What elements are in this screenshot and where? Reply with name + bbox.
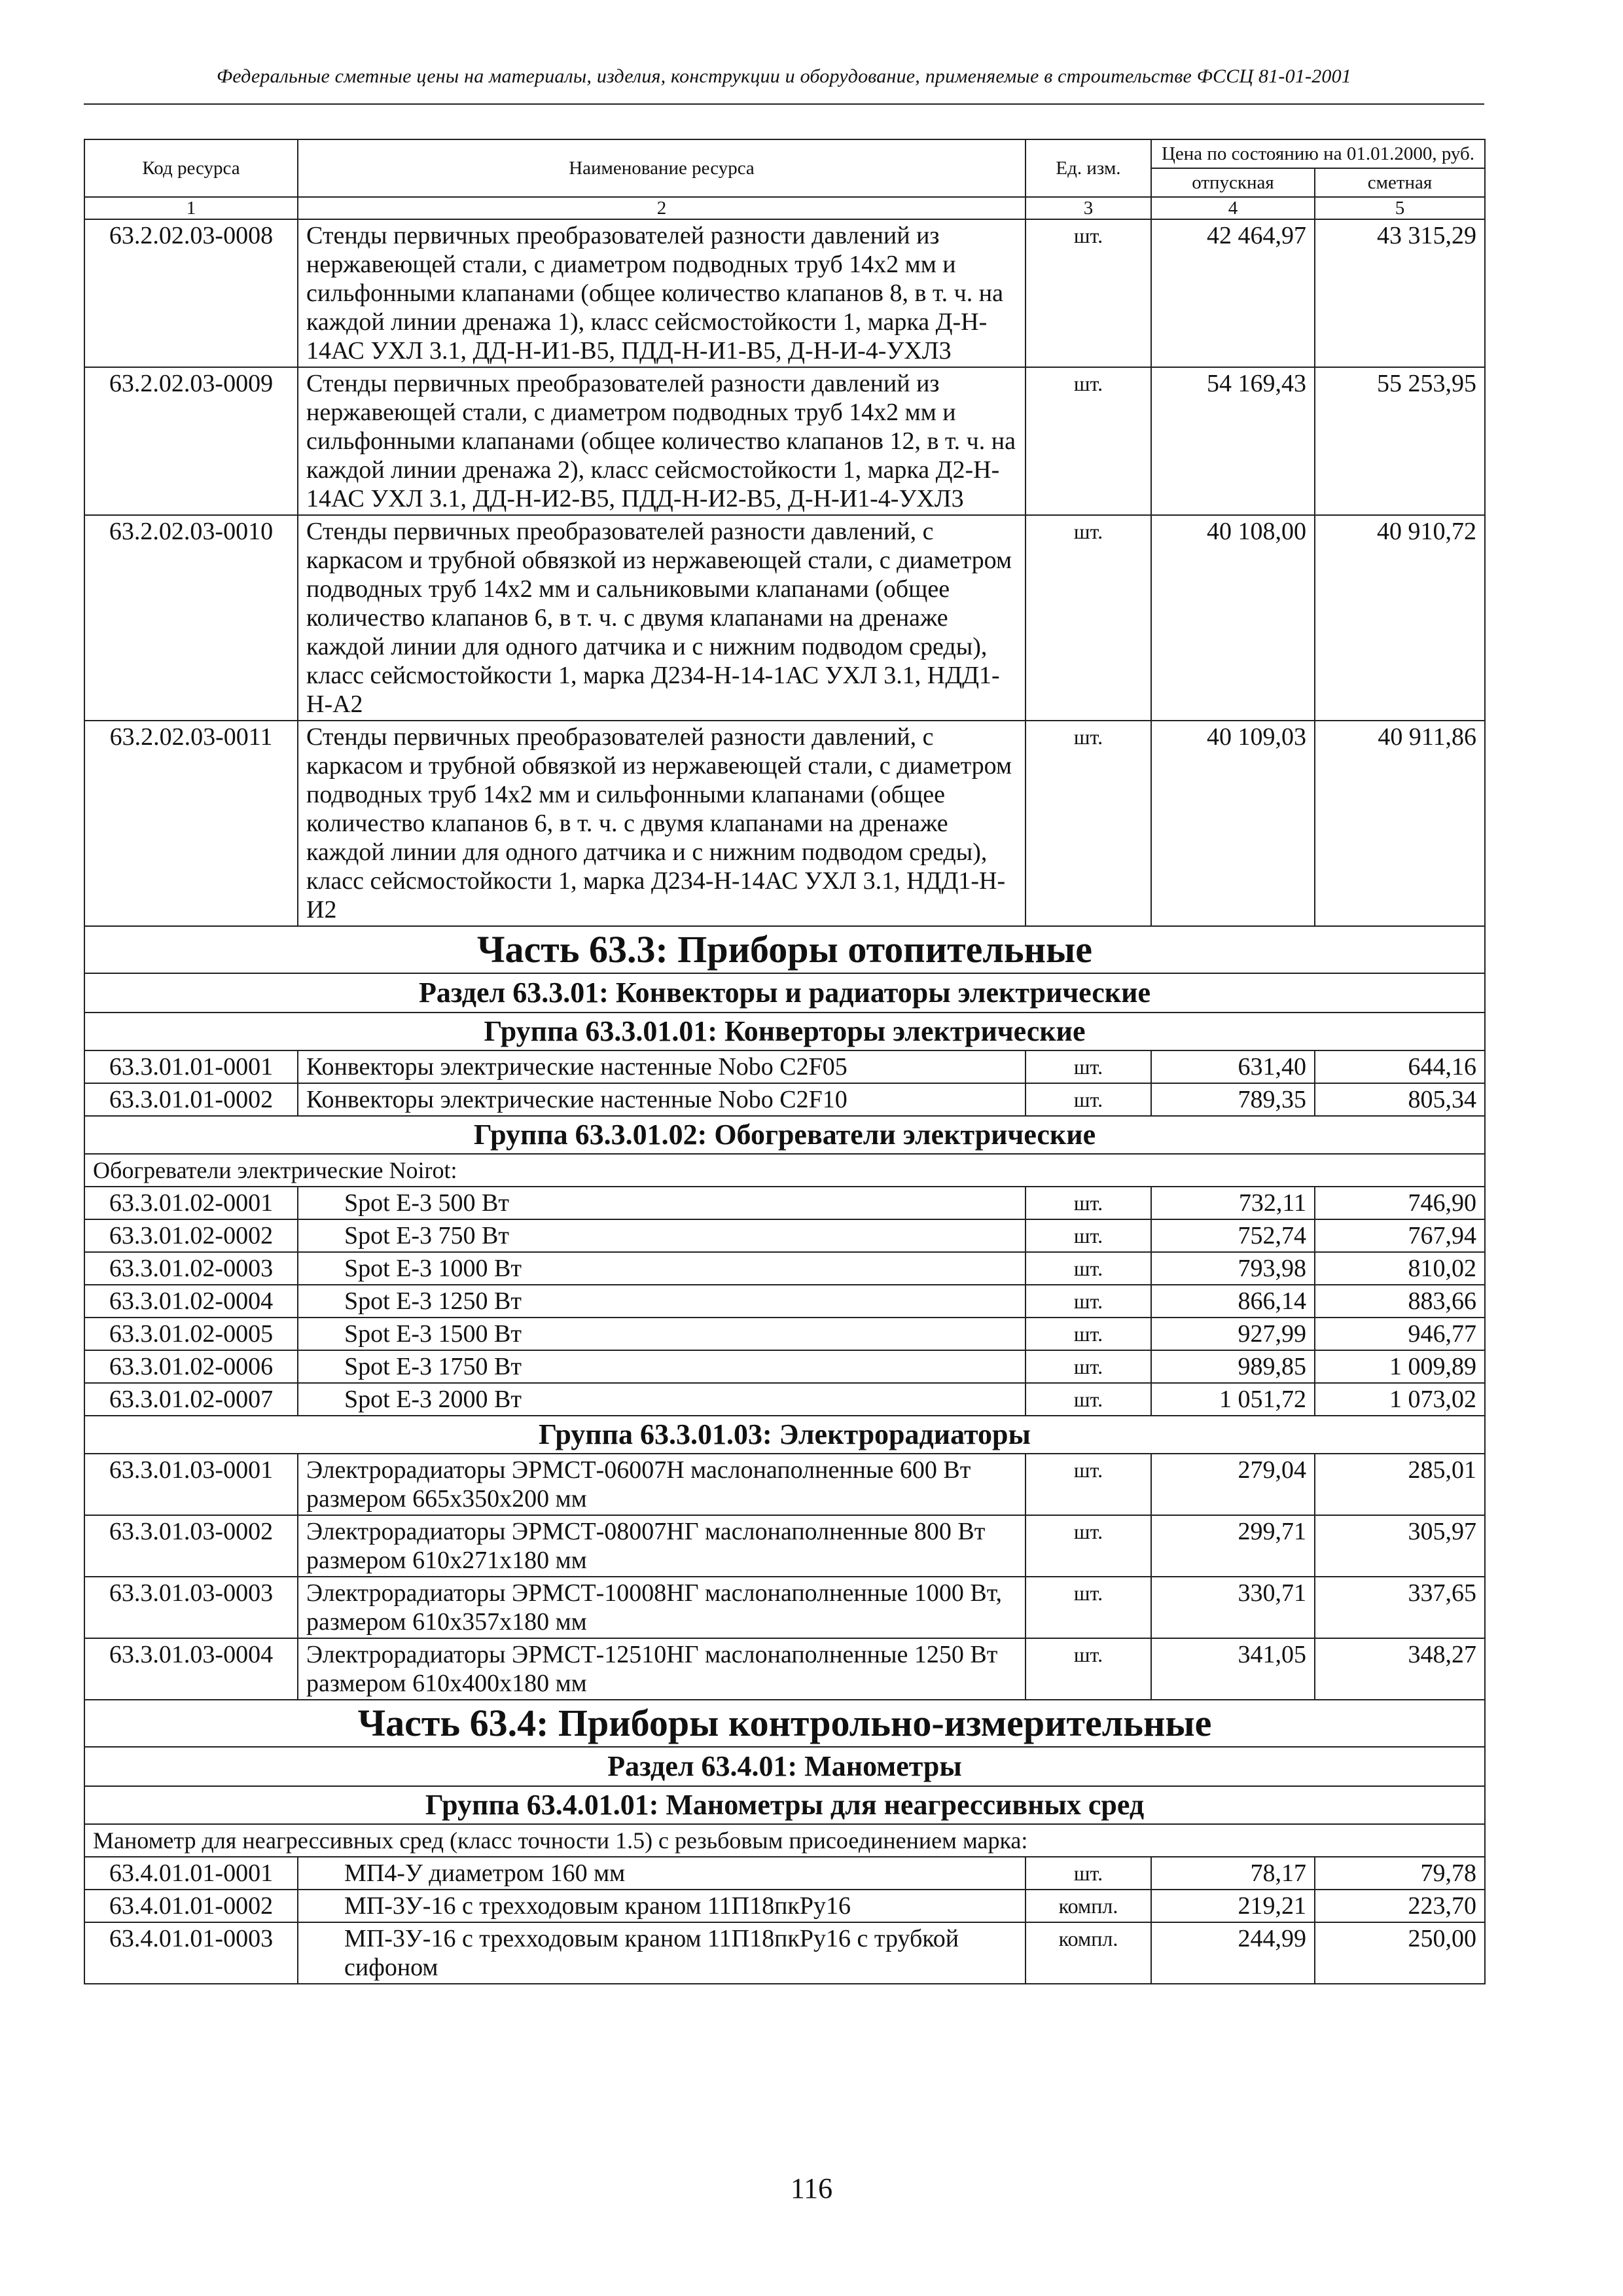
resource-code: 63.4.01.01-0001 (84, 1857, 298, 1890)
estimate-price: 805,34 (1315, 1083, 1485, 1116)
column-numbers-row (84, 197, 1485, 219)
resource-unit: шт. (1026, 1515, 1151, 1577)
resource-unit: компл. (1026, 1922, 1151, 1984)
group-title: Группа 63.3.01.03: Электрорадиаторы (84, 1416, 1485, 1454)
resource-name: Стенды первичных преобразователей разности давлений из нержавеющей стали, с диаметром подводных труб 14х2 мм и сильфонными клапанами (общее количество клапанов 12, в т. ч. на каждой линии дренажа 2), класс сейсмостойкости 1, марка Д2-Н- 14АС УХЛ 3.1, ДД-Н-И2-В5, ПДД-Н-И2-В5, Д-Н-И1-4-УХЛ3 (298, 367, 1026, 515)
estimate-price: 43 315,29 (1315, 219, 1485, 367)
estimate-price: 223,70 (1315, 1890, 1485, 1922)
resource-code: 63.3.01.03-0001 (84, 1454, 298, 1515)
resource-name: Spot E-3 1250 Вт (298, 1285, 1026, 1318)
resource-code: 63.3.01.01-0002 (84, 1083, 298, 1116)
release-price: 330,71 (1151, 1577, 1315, 1638)
resource-code: 63.3.01.02-0003 (84, 1252, 298, 1285)
colnum-4: 4 (1151, 197, 1315, 219)
resource-unit: шт. (1026, 1350, 1151, 1383)
release-price: 732,11 (1151, 1187, 1315, 1219)
group-title: Группа 63.3.01.02: Обогреватели электрические (84, 1116, 1485, 1154)
resource-unit: шт. (1026, 1219, 1151, 1252)
resource-unit: шт. (1026, 367, 1151, 515)
table-row (84, 1252, 1485, 1285)
running-header: Федеральные сметные цены на материалы, изделия, конструкции и оборудование, применяемые в строительстве ФССЦ 81-01-2001 (216, 65, 1352, 87)
table-row (84, 1922, 1485, 1984)
estimate-price: 250,00 (1315, 1922, 1485, 1984)
estimate-price: 644,16 (1315, 1050, 1485, 1083)
resource-name: Стенды первичных преобразователей разности давлений, с каркасом и трубной обвязкой из нержавеющей стали, с диаметром подводных труб 14х2 мм и сальниковыми клапанами (общее количество клапанов 6, в т. ч. с двумя клапанами на дренаже каждой линии для одного датчика и с нижним подводом среды), класс сейсмостойкости 1, марка Д234-Н-14-1АС УХЛ 3.1, НДД1- Н-А2 (298, 515, 1026, 721)
release-price: 219,21 (1151, 1890, 1315, 1922)
resource-name: МП-3У-16 с трехходовым краном 11П18пкРу16 (298, 1890, 1026, 1922)
release-price: 752,74 (1151, 1219, 1315, 1252)
estimate-price: 285,01 (1315, 1454, 1485, 1515)
header-price: Цена по состоянию на 01.01.2000, руб. (1151, 139, 1485, 168)
resource-code: 63.4.01.01-0002 (84, 1890, 298, 1922)
section-heading (84, 973, 1485, 1013)
release-price: 989,85 (1151, 1350, 1315, 1383)
estimate-price: 1 073,02 (1315, 1383, 1485, 1416)
table-row (84, 1050, 1485, 1083)
release-price: 793,98 (1151, 1252, 1315, 1285)
estimate-price: 79,78 (1315, 1857, 1485, 1890)
resource-name: Стенды первичных преобразователей разности давлений, с каркасом и трубной обвязкой из нержавеющей стали, с диаметром подводных труб 14х2 мм и сильфонными клапанами (общее количество клапанов 6, в т. ч. с двумя клапанами на дренаже каждой линии для одного датчика и с нижним подводом среды), класс сейсмостойкости 1, марка Д234-Н-14АС УХЛ 3.1, НДД1-Н- И2 (298, 721, 1026, 926)
resource-name: Spot E-3 1000 Вт (298, 1252, 1026, 1285)
price-table (84, 139, 1486, 1984)
estimate-price: 40 911,86 (1315, 721, 1485, 926)
resource-code: 63.3.01.02-0005 (84, 1318, 298, 1350)
estimate-price: 55 253,95 (1315, 367, 1485, 515)
resource-name: Spot E-3 1750 Вт (298, 1350, 1026, 1383)
colnum-2: 2 (298, 197, 1026, 219)
resource-unit: шт. (1026, 1083, 1151, 1116)
release-price: 40 108,00 (1151, 515, 1315, 721)
release-price: 279,04 (1151, 1454, 1315, 1515)
resource-name: МП-3У-16 с трехходовым краном 11П18пкРу16 с трубкой сифоном (298, 1922, 1026, 1984)
group-heading (84, 1786, 1485, 1824)
table-row (84, 1515, 1485, 1577)
resource-unit: шт. (1026, 1577, 1151, 1638)
group-title: Группа 63.4.01.01: Манометры для неагрессивных сред (84, 1786, 1485, 1824)
group-note: Обогреватели электрические Noirot: (84, 1154, 1485, 1187)
release-price: 341,05 (1151, 1638, 1315, 1700)
header-estimate: сметная (1315, 168, 1485, 197)
table-row (84, 1219, 1485, 1252)
resource-unit: шт. (1026, 1318, 1151, 1350)
resource-name: Spot E-3 2000 Вт (298, 1383, 1026, 1416)
resource-code: 63.4.01.01-0003 (84, 1922, 298, 1984)
table-row (84, 367, 1485, 515)
header-name: Наименование ресурса (298, 139, 1026, 197)
resource-unit: шт. (1026, 1638, 1151, 1700)
estimate-price: 305,97 (1315, 1515, 1485, 1577)
header-code: Код ресурса (84, 139, 298, 197)
group-note: Манометр для неагрессивных сред (класс точности 1.5) с резьбовым присоединением марка: (84, 1824, 1485, 1857)
resource-name: Стенды первичных преобразователей разности давлений из нержавеющей стали, с диаметром подводных труб 14х2 мм и сильфонными клапанами (общее количество клапанов 8, в т. ч. на каждой линии дренажа 1), класс сейсмостойкости 1, марка Д-Н- 14АС УХЛ 3.1, ДД-Н-И1-В5, ПДД-Н-И1-В5, Д-Н-И-4-УХЛ3 (298, 219, 1026, 367)
resource-code: 63.2.02.03-0009 (84, 367, 298, 515)
colnum-1: 1 (84, 197, 298, 219)
resource-code: 63.3.01.03-0004 (84, 1638, 298, 1700)
release-price: 1 051,72 (1151, 1383, 1315, 1416)
estimate-price: 746,90 (1315, 1187, 1485, 1219)
resource-name: Электрорадиаторы ЭРМСТ-08007НГ маслонаполненные 800 Вт размером 610х271х180 мм (298, 1515, 1026, 1577)
resource-unit: шт. (1026, 1454, 1151, 1515)
release-price: 299,71 (1151, 1515, 1315, 1577)
release-price: 40 109,03 (1151, 721, 1315, 926)
part-title: Часть 63.3: Приборы отопительные (84, 926, 1485, 973)
resource-name: Электрорадиаторы ЭРМСТ-10008НГ маслонаполненные 1000 Вт, размером 610х357х180 мм (298, 1577, 1026, 1638)
part-heading (84, 926, 1485, 973)
resource-unit: шт. (1026, 1050, 1151, 1083)
resource-name: Spot E-3 500 Вт (298, 1187, 1026, 1219)
resource-code: 63.3.01.01-0001 (84, 1050, 298, 1083)
table-row (84, 1187, 1485, 1219)
resource-code: 63.2.02.03-0008 (84, 219, 298, 367)
resource-code: 63.3.01.02-0007 (84, 1383, 298, 1416)
estimate-price: 1 009,89 (1315, 1350, 1485, 1383)
group-note-row (84, 1154, 1485, 1187)
estimate-price: 810,02 (1315, 1252, 1485, 1285)
resource-unit: шт. (1026, 515, 1151, 721)
resource-unit: шт. (1026, 1857, 1151, 1890)
resource-code: 63.2.02.03-0010 (84, 515, 298, 721)
resource-name: Электрорадиаторы ЭРМСТ-06007Н маслонаполненные 600 Вт размером 665х350х200 мм (298, 1454, 1026, 1515)
resource-name: Spot E-3 750 Вт (298, 1219, 1026, 1252)
table-row (84, 1285, 1485, 1318)
resource-code: 63.3.01.02-0001 (84, 1187, 298, 1219)
table-row (84, 1350, 1485, 1383)
resource-unit: компл. (1026, 1890, 1151, 1922)
group-title: Группа 63.3.01.01: Конверторы электрические (84, 1013, 1485, 1050)
estimate-price: 946,77 (1315, 1318, 1485, 1350)
colnum-3: 3 (1026, 197, 1151, 219)
release-price: 927,99 (1151, 1318, 1315, 1350)
release-price: 78,17 (1151, 1857, 1315, 1890)
group-heading (84, 1416, 1485, 1454)
estimate-price: 883,66 (1315, 1285, 1485, 1318)
section-heading (84, 1747, 1485, 1786)
header-release: отпускная (1151, 168, 1315, 197)
resource-code: 63.3.01.02-0002 (84, 1219, 298, 1252)
resource-name: МП4-У диаметром 160 мм (298, 1857, 1026, 1890)
estimate-price: 40 910,72 (1315, 515, 1485, 721)
table-row (84, 1454, 1485, 1515)
table-row (84, 219, 1485, 367)
estimate-price: 767,94 (1315, 1219, 1485, 1252)
section-title: Раздел 63.3.01: Конвекторы и радиаторы электрические (84, 973, 1485, 1013)
header-unit: Ед. изм. (1026, 139, 1151, 197)
table-row (84, 515, 1485, 721)
table-row (84, 1083, 1485, 1116)
table-row (84, 1638, 1485, 1700)
group-heading (84, 1116, 1485, 1154)
table-header-row (84, 139, 1485, 168)
resource-name: Spot E-3 1500 Вт (298, 1318, 1026, 1350)
part-title: Часть 63.4: Приборы контрольно-измерительные (84, 1700, 1485, 1747)
resource-unit: шт. (1026, 1383, 1151, 1416)
estimate-price: 348,27 (1315, 1638, 1485, 1700)
table-row (84, 1857, 1485, 1890)
part-heading (84, 1700, 1485, 1747)
release-price: 631,40 (1151, 1050, 1315, 1083)
group-note-row (84, 1824, 1485, 1857)
page-number: 116 (790, 2172, 833, 2204)
table-row (84, 1890, 1485, 1922)
release-price: 244,99 (1151, 1922, 1315, 1984)
resource-code: 63.3.01.02-0004 (84, 1285, 298, 1318)
resource-code: 63.3.01.03-0003 (84, 1577, 298, 1638)
resource-code: 63.3.01.02-0006 (84, 1350, 298, 1383)
header-rule (84, 103, 1484, 105)
resource-unit: шт. (1026, 1285, 1151, 1318)
table-row (84, 721, 1485, 926)
release-price: 54 169,43 (1151, 367, 1315, 515)
table-row (84, 1383, 1485, 1416)
resource-unit: шт. (1026, 219, 1151, 367)
resource-unit: шт. (1026, 721, 1151, 926)
resource-code: 63.3.01.03-0002 (84, 1515, 298, 1577)
colnum-5: 5 (1315, 197, 1485, 219)
resource-name: Конвекторы электрические настенные Nobo C2F05 (298, 1050, 1026, 1083)
group-heading (84, 1013, 1485, 1050)
section-title: Раздел 63.4.01: Манометры (84, 1747, 1485, 1786)
table-row (84, 1577, 1485, 1638)
resource-code: 63.2.02.03-0011 (84, 721, 298, 926)
estimate-price: 337,65 (1315, 1577, 1485, 1638)
table-row (84, 1318, 1485, 1350)
release-price: 42 464,97 (1151, 219, 1315, 367)
release-price: 866,14 (1151, 1285, 1315, 1318)
resource-name: Конвекторы электрические настенные Nobo C2F10 (298, 1083, 1026, 1116)
release-price: 789,35 (1151, 1083, 1315, 1116)
resource-name: Электрорадиаторы ЭРМСТ-12510НГ маслонаполненные 1250 Вт размером 610х400х180 мм (298, 1638, 1026, 1700)
resource-unit: шт. (1026, 1252, 1151, 1285)
resource-unit: шт. (1026, 1187, 1151, 1219)
